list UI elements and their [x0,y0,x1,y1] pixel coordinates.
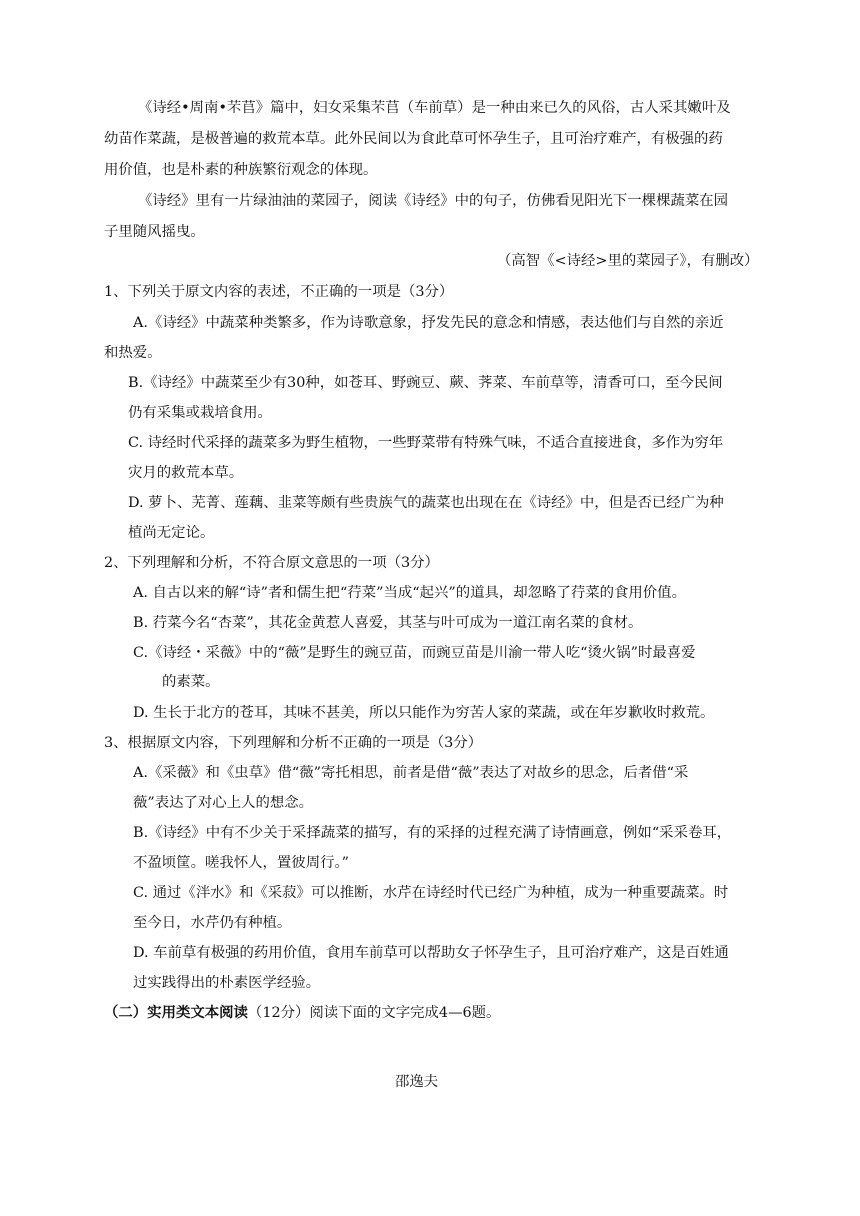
option-c-cont: 灾月的救荒本草。 [128,465,244,481]
option-a-cont: 薇”表达了对心上人的想念。 [133,795,314,811]
option-b: B.《诗经》中有不少关于采择蔬菜的描写，有的采择的过程充满了诗情画意，例如“采采卷耳， [133,825,732,841]
section-heading-rest: （12分）阅读下面的文字完成4—6题。 [247,1005,501,1021]
option-b-cont: 仍有采集或栽培食用。 [128,405,272,421]
question-stem: 1、下列关于原文内容的表述，不正确的一项是（3分） [104,284,454,300]
option-c-cont: 至今日，水芹仍有种植。 [133,915,292,931]
source-citation: （高智《<诗经>里的菜园子》，有删改） [497,253,759,269]
article-title: 邵逸夫 [395,1074,439,1090]
passage-line: 《诗经》里有一片绿油油的菜园子，阅读《诗经》中的句子，仿佛看见阳光下一棵棵蔬菜在园 [138,193,729,209]
option-d-cont: 过实践得出的朴素医学经验。 [133,975,321,991]
option-b: B.《诗经》中蔬菜至少有30种，如苍耳、野豌豆、蕨、荠菜、车前草等，清香可口，至今民间 [128,375,723,391]
passage-line: 《诗经•周南•芣苢》篇中，妇女采集芣苢（车前草）是一种由来已久的风俗，古人采其嫩叶及 [138,100,731,116]
option-c-cont: 的素菜。 [162,674,220,690]
option-c: C. 诗经时代采择的蔬菜多为野生植物，一些野菜带有特殊气味，不适合直接进食，多作为穷年 [128,435,724,451]
option-d: D. 车前草有极强的药用价值，食用车前草可以帮助女子怀孕生子，且可治疗难产，这是百姓通 [133,945,729,961]
option-a: A.《诗经》中蔬菜种类繁多，作为诗歌意象，抒发先民的意念和情感，表达他们与自然的亲近 [133,315,724,331]
option-a: A. 自古以来的解“诗”者和儒生把“荇菜”当成“起兴”的道具，却忽略了荇菜的食用价值。 [133,585,686,601]
section-heading [104,1003,500,1023]
option-a: A.《采薇》和《虫草》借“薇”寄托相思，前者是借“薇”表达了对故乡的思念，后者借“采 [133,765,689,781]
option-c: C. 通过《泮水》和《采菽》可以推断，水芹在诗经时代已经广为种植，成为一种重要蔬菜。时 [133,885,729,901]
option-d: D. 萝卜、芜菁、莲藕、韭菜等颇有些贵族气的蔬菜也出现在在《诗经》中，但是否已经广为种 [128,495,724,511]
passage-line: 子里随风摇曳。 [104,224,205,240]
question-stem: 3、根据原文内容，下列理解和分析不正确的一项是（3分） [104,735,483,751]
passage-line: 用价值，也是朴素的种族繁衍观念的体现。 [104,162,378,178]
option-d-cont: 植尚无定论。 [128,525,215,541]
option-a-cont: 和热爱。 [104,345,162,361]
passage-line: 幼苗作菜蔬，是极普遍的救荒本草。此外民间以为食此草可怀孕生子，且可治疗难产，有极强的药 [104,131,723,147]
option-d: D. 生长于北方的苍耳，其味不甚美，所以只能作为穷苦人家的菜蔬，或在年岁歉收时救荒。 [133,705,715,721]
question-stem: 2、下列理解和分析，不符合原文意思的一项（3分） [104,555,439,571]
section-heading-bold: （二）实用类文本阅读 [104,1004,248,1021]
option-c: C.《诗经・采薇》中的“薇”是野生的豌豆苗，而豌豆苗是川渝一带人吃“烫火锅”时最喜爱 [133,645,696,661]
option-b-cont: 不盈顷筐。嗟我怀人，置彼周行。” [133,855,350,871]
option-b: B. 荇菜今名“杏菜”，其花金黄惹人喜爱，其茎与叶可成为一道江南名菜的食材。 [133,615,643,631]
